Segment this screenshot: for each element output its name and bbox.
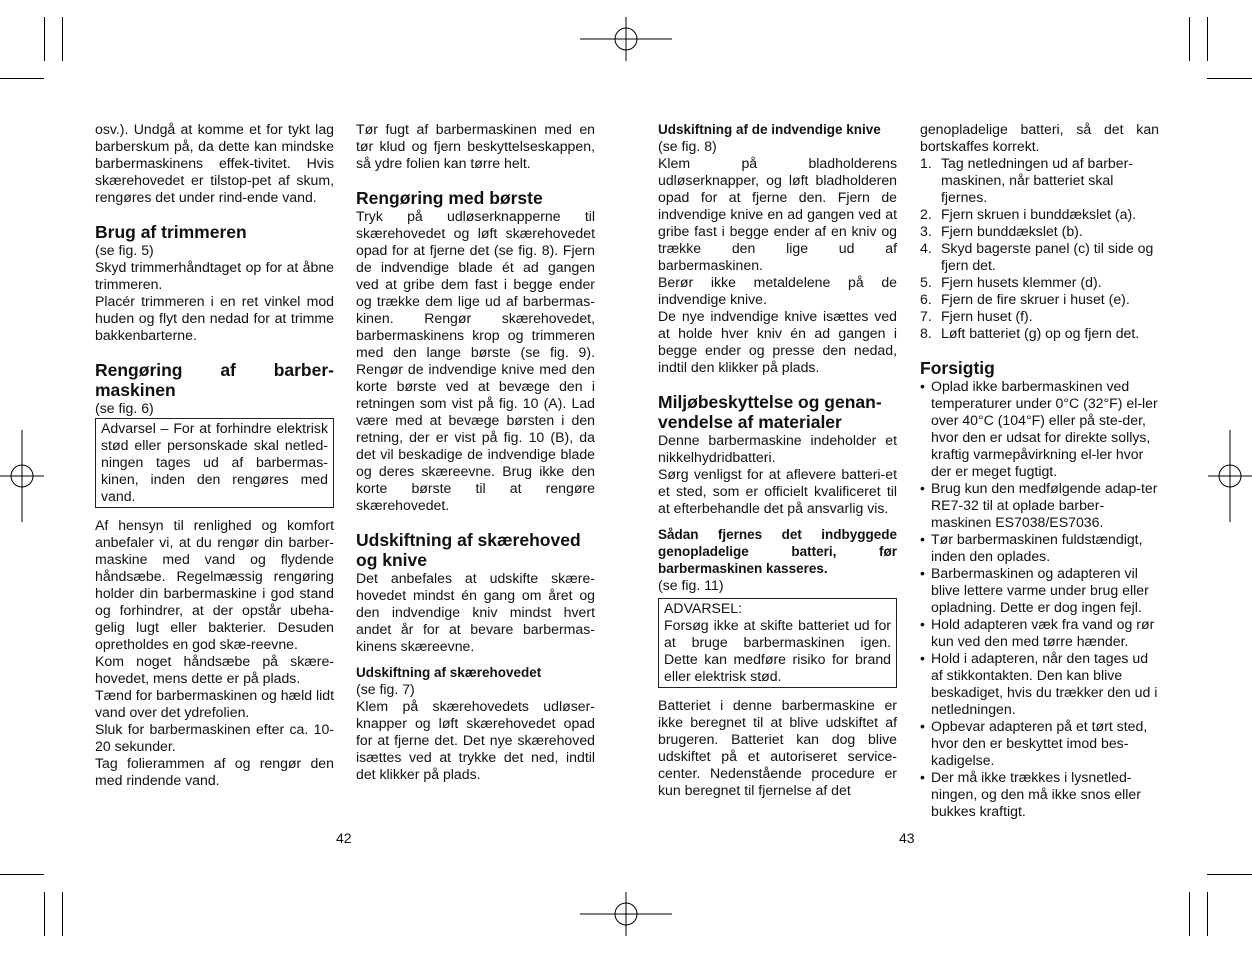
bullet-icon: • [920,650,925,666]
list-item-text: Fjern huset (f). [941,308,1033,324]
subheading-head: Udskiftning af skærehovedet [356,665,542,680]
crop-mark [1189,17,1190,61]
warning-box [95,418,334,508]
list-item [920,650,1159,718]
caution-list [920,378,1159,820]
list-item [920,223,1159,240]
list-item-number: 3. [920,223,932,239]
paragraph: genopladelige batteri, så det kan bortskaffes korrekt. [920,121,1159,154]
crop-mark [1207,78,1252,79]
column-1 [95,121,334,789]
list-item-text: Skyd bagerste panel (c) til side og fjern det. [941,240,1154,273]
bullet-icon: • [920,616,925,632]
list-item [920,480,1159,531]
list-item-number: 5. [920,274,932,290]
heading-environment: Miljøbeskyttelse og genan-vendelse af materialer [658,392,882,432]
crop-mark [44,17,45,61]
column-4 [920,121,1159,820]
figure-ref: (se fig. 7) [356,681,415,697]
bullet-icon: • [920,531,925,547]
list-item-number: 7. [920,308,932,324]
list-item-text: Oplad ikke barbermaskinen ved temperaturer under 0°C (32°F) el-ler over 40°C (104°F) eller på ste-der, hvor den er udsat for direkte sollys, kraftig varmepåvirkning el-ler hvor der er meget fugtigt. [931,378,1158,479]
list-item [920,291,1159,308]
list-item-number: 4. [920,240,932,256]
heading-caution: Forsigtig [920,358,995,378]
figure-ref: (se fig. 8) [658,138,717,154]
list-item [920,718,1159,769]
list-item [920,616,1159,650]
warning-text: Forsøg ikke at skifte batteriet ud for at bruge barbermaskinen igen. Dette kan medføre risiko for brand eller elektrisk stød. [664,617,891,684]
bullet-icon: • [920,378,925,394]
list-item [920,206,1159,223]
warning-text: Advarsel – For at forhindre elektrisk stød eller personskade skal netled-ningen tages ud af barbermas-kinen, inden den rengøres med vand. [101,420,328,504]
list-item [920,274,1159,291]
paragraph: Sluk for barbermaskinen efter ca. 10-20 sekunder. [95,721,334,754]
list-item-text: Hold adapteren væk fra vand og rør kun ved den med tørre hænder. [931,616,1155,649]
list-item-number: 2. [920,206,932,222]
list-item-text: Brug kun den medfølgende adap-ter RE7-32 til at oplade barber-maskinen ES7038/ES7036. [931,480,1158,530]
list-item-text: Opbevar adapteren på et tørt sted, hvor den er beskyttet imod bes-kadigelse. [931,718,1148,768]
paragraph: Tænd for barbermaskinen og hæld lidt vand over det ydrefolien. [95,687,334,720]
paragraph: Klem på skærehovedets udløser-knapper og løft skærehovedet opad for at fjerne det. Det nye skærehoved isættes ved at trykke det ned, indtil det klikker på plads. [356,698,595,782]
paragraph: Tør fugt af barbermaskinen med en tør klud og fjern beskyttelseskappen, så ydre folien kan tørre helt. [356,121,595,171]
bullet-icon: • [920,565,925,581]
bullet-icon: • [920,480,925,496]
list-item [920,531,1159,565]
list-item-text: Løft batteriet (g) op og fjern det. [941,325,1140,341]
paragraph: Berør ikke metaldelene på de indvendige knive. [658,274,897,307]
list-item-number: 8. [920,325,932,341]
paragraph: Tag folierammen af og rengør den med rindende vand. [95,755,334,788]
list-item-text: Fjern skruen i bunddækslet (a). [941,206,1137,222]
page-number-right: 43 [899,830,915,846]
list-item [920,308,1159,325]
paragraph: Batteriet i denne barbermaskine er ikke beregnet til at blive udskiftet af brugeren. Batteriet kan dog blive udskiftet på et autoriseret service-center. Nedenstående procedure er kun beregnet til fjernelse af det [658,697,897,798]
figure-ref: (se fig. 11) [658,577,724,593]
list-item-text: Fjern de fire skruer i huset (e). [941,291,1130,307]
list-item-text: Der må ikke trækkes i lysnetled-ningen, og den må ikke snos eller bukkes kraftigt. [931,769,1141,819]
crop-mark [1207,17,1208,61]
paragraph: Sørg venligst for at aflevere batteri-et et sted, som er officielt kvalificeret til at efterbehandle det på ansvarlig vis. [658,466,897,516]
heading-trimmer: Brug af trimmeren [95,222,247,242]
list-item-text: Barbermaskinen og adapteren vil blive lettere varme under brug eller opladning. Dette er dog ingen fejl. [931,565,1149,615]
column-2 [356,121,595,783]
subheading-battery: Sådan fjernes det indbyggede genopladelige batteri, før barbermaskinen kasseres. [658,527,897,576]
paragraph: osv.). Undgå at komme et for tykt lag barberskum på, da dette kan mindske barbermaskinens effek-tivitet. Hvis skærehovedet er tilstop-pet af skum, rengøres det under rind-ende vand. [95,121,334,205]
paragraph: Denne barbermaskine indeholder et nikkelhydridbatteri. [658,432,897,465]
figure-ref: (se fig. 6) [95,400,154,416]
list-item-text: Tør barbermaskinen fuldstændigt, inden den oplades. [931,531,1143,564]
bullet-icon: • [920,718,925,734]
heading-cleaning: Rengøring af barber-maskinen [95,360,334,400]
list-item [920,325,1159,342]
paragraph: Tryk på udløserknapperne til skærehovedet og løft skærehovedet opad for at fjerne det (se fig. 8). Fjern de indvendige blade ét ad gangen ved at gribe dem fast i begge ender og trække dem lige ud af barbermas-kinen. Rengør skærehovedet, barbermaskinens krop og trimmeren med den lange børste (se fig. 9). Rengør de indvendige knive med den korte børste ved at bevæge den i retningen som vist på fig. 10 (A). Lad være med at bevæge børsten i den retning, der er vist på fig. 10 (B), da det vil beskadige de indvendige blade og deres skæreevne. Brug ikke den korte børste til at rengøre skærehovedet. [356,208,595,513]
subheading-blades: Udskiftning af de indvendige knive [658,122,881,137]
list-item-number: 1. [920,155,932,171]
paragraph: Af hensyn til renlighed og komfort anbefaler vi, at du rengør din barber-maskine med vand og flydende håndsæbe. Regelmæssig rengøring holder din barbermaskine i god stand og forhindrer, at der opstår ubeha-gelig lugt eller bakterier. Desuden opretholdes en god skæ-reevne. [95,517,334,652]
crop-mark [1207,874,1252,875]
paragraph: Skyd trimmerhåndtaget op for at åbne trimmeren. [95,259,334,292]
crop-mark [1189,892,1190,936]
warning-box [658,598,897,688]
list-item [920,155,1159,206]
paragraph: Det anbefales at udskifte skære-hovedet mindst én gang om året og den indvendige kniv mindst hvert andet år for at bevare barbermas-kinens skæreevne. [356,570,595,654]
crop-mark [1207,892,1208,936]
list-item-number: 6. [920,291,932,307]
list-item-text: Tag netledningen ud af barber-maskinen, når batteriet skal fjernes. [941,155,1133,205]
list-item [920,378,1159,480]
list-item [920,769,1159,820]
paragraph: De nye indvendige knive isættes ved at holde hver kniv én ad gangen i begge ender og presse den nedad, indtil den klikker på plads. [658,308,897,375]
column-3 [658,121,897,799]
crop-mark [0,78,44,79]
heading-brush: Rengøring med børste [356,188,543,208]
list-item-text: Fjern bunddækslet (b). [941,223,1083,239]
page-number-left: 42 [336,830,352,846]
crop-mark [44,892,45,936]
list-item-text: Fjern husets klemmer (d). [941,274,1102,290]
crop-mark [62,892,63,936]
warning-title: ADVARSEL: [664,600,743,616]
crop-mark [62,17,63,61]
list-item [920,240,1159,274]
paragraph: Placér trimmeren i en ret vinkel mod huden og flyt den nedad for at trimme bakkenbarterne. [95,293,334,343]
figure-ref: (se fig. 5) [95,242,154,258]
heading-replace: Udskiftning af skærehoved og knive [356,530,581,570]
registration-mark-top [580,17,672,61]
paragraph: Klem på bladholderens udløserknapper, og løft bladholderen opad for at fjerne den. Fjern de indvendige knive en ad gangen ved at gribe fast i begge ender af en kniv og trække den lige ud af barbermaskinen. [658,155,897,273]
list-item-text: Hold i adapteren, når den tages ud af stikkontakten. Den kan blive beskadiget, hvis du trækker den ud i netledningen. [931,650,1158,717]
list-item [920,565,1159,616]
paragraph: Kom noget håndsæbe på skære-hovedet, mens dette er på plads. [95,653,334,686]
registration-mark-left [0,430,44,522]
crop-mark [0,874,44,875]
registration-mark-bottom [580,892,672,936]
registration-mark-right [1208,430,1252,522]
steps-list [920,155,1159,342]
bullet-icon: • [920,769,925,785]
